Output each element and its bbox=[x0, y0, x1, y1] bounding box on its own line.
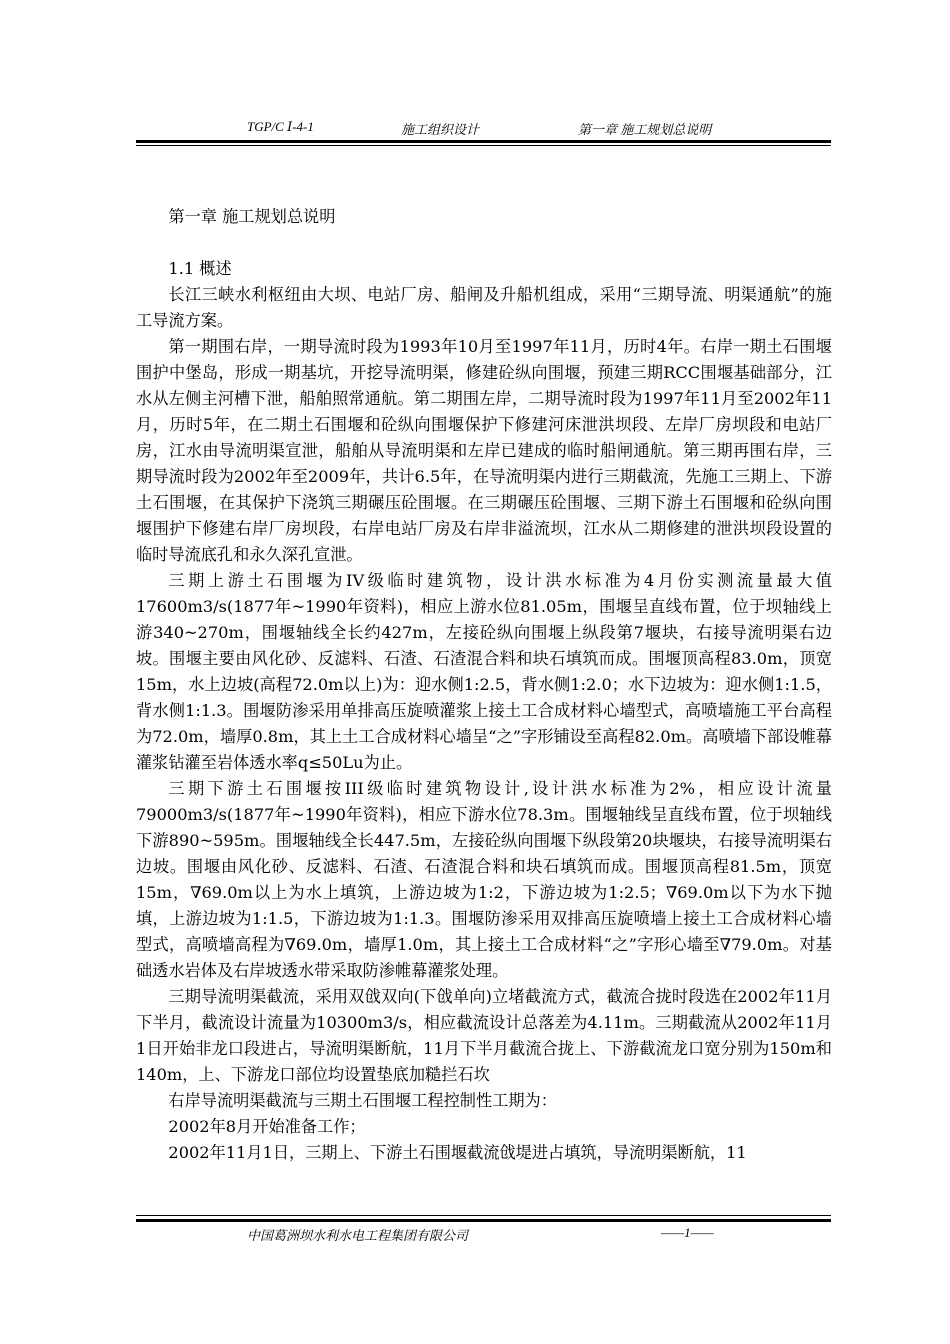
header-rule-thin bbox=[136, 145, 831, 146]
header-chapter: 第一章 施工规划总说明 bbox=[578, 122, 712, 137]
paragraph: 第一期围右岸，一期导流时段为1993年10月至1997年11月，历时4年。右岸一期土石围堰围护中堡岛，形成一期基坑，开挖导流明渠，修建砼纵向围堰，预建三期RCC围堰基础部分，江水从左侧主河槽下泄，船舶照常通航。第二期围左岸，二期导流时段为1997年11月至2002年11月，历时5年，在二期土石围堰和砼纵向围堰保护下修建河床泄洪坝段、左岸厂房坝段和电站厂房，江水由导流明渠宣泄，船舶从导流明渠和左岸已建成的临时船闸通航。第三期再围右岸，三期导流时段为2002年至2009年，共计6.5年，在导流明渠内进行三期截流，先施工三期上、下游土石围堰，在其保护下浇筑三期碾压砼围堰。在三期碾压砼围堰、三期下游土石围堰和砼纵向围堰围护下修建右岸厂房坝段，右岸电站厂房及右岸非溢流坝，江水从二期修建的泄洪坝段设置的临时导流底孔和永久深孔宣泄。 bbox=[136, 337, 832, 564]
header-rule-thick bbox=[136, 140, 831, 143]
header-doc-code: TGP/C Ⅰ-4-1 bbox=[247, 119, 314, 134]
paragraph: 三期下游土石围堰按III级临时建筑物设计,设计洪水标准为2%，相应设计流量79000m3/s(1877年~1990年资料)，相应下游水位78.3m。围堰轴线呈直线布置，位于坝轴线下游890~595m。围堰轴线全长447.5m，左接砼纵向围堰下纵段第20块堰块，右接导流明渠右边坡。围堰由风化砂、反滤料、石渣、石渣混合料和块石填筑而成。围堰顶高程81.5m，顶宽15m，∇69.0m以上为水上填筑，上游边坡为1:2，下游边坡为1:2.5；∇69.0m以下为水下抛填，上游边坡为1:1.5，下游边坡为1:1.3。围堰防渗采用双排高压旋喷墙上接土工合成材料心墙型式，高喷墙高程为∇69.0m，墙厚1.0m，其上接土工合成材料“之”字形心墙至∇79.0m。对基础透水岩体及右岸坡透水带采取防渗帷幕灌浆处理。 bbox=[136, 779, 832, 980]
document-body bbox=[136, 204, 832, 1166]
footer-company: 中国葛洲坝水利水电工程集团有限公司 bbox=[247, 1228, 469, 1243]
chapter-title: 第一章 施工规划总说明 bbox=[168, 207, 336, 226]
header-doc-name: 施工组织设计 bbox=[401, 122, 480, 137]
paragraph: 右岸导流明渠截流与三期土石围堰工程控制性工期为： bbox=[168, 1091, 557, 1110]
paragraph: 长江三峡水利枢纽由大坝、电站厂房、船闸及升船机组成，采用“三期导流、明渠通航”的施工导流方案。 bbox=[136, 285, 832, 330]
paragraph: 2002年11月1日，三期上、下游土石围堰截流戗堤进占填筑，导流明渠断航，11 bbox=[168, 1143, 747, 1162]
footer-rule-thick bbox=[136, 1219, 831, 1222]
paragraph: 2002年8月开始准备工作； bbox=[168, 1117, 366, 1136]
section-title: 1.1 概述 bbox=[168, 259, 232, 278]
paragraph: 三期导流明渠截流，采用双戗双向(下戗单向)立堵截流方式，截流合拢时段选在2002年11月下半月，截流设计流量为10300m3/s，相应截流设计总落差为4.11m。三期截流从2002年11月1日开始非龙口段进占，导流明渠断航，11月下半月截流合拢上、下游截流龙口宽分别为150m和140m，上、下游龙口部位均设置垫底加糙拦石坎 bbox=[136, 987, 832, 1084]
footer-page-number: ——1—— bbox=[661, 1225, 714, 1240]
footer-rule-thin bbox=[136, 1215, 831, 1216]
paragraph: 三期上游土石围堰为IV级临时建筑物，设计洪水标准为4月份实测流量最大值17600m3/s(1877年~1990年资料)，相应上游水位81.05m，围堰呈直线布置，位于坝轴线上游340~270m，围堰轴线全长约427m，左接砼纵向围堰上纵段第7堰块，右接导流明渠右边坡。围堰主要由风化砂、反滤料、石渣、石渣混合料和块石填筑而成。围堰顶高程83.0m，顶宽15m，水上边坡(高程72.0m以上)为：迎水侧1:2.5，背水侧1:2.0；水下边坡为：迎水侧1:1.5，背水侧1:1.3。围堰防渗采用单排高压旋喷灌浆上接土工合成材料心墙型式，高喷墙施工平台高程为72.0m，墙厚0.8m，其上土工合成材料心墙呈“之”字形铺设至高程82.0m。高喷墙下部设帷幕灌浆钻灌至岩体透水率q≤50Lu为止。 bbox=[136, 571, 832, 772]
